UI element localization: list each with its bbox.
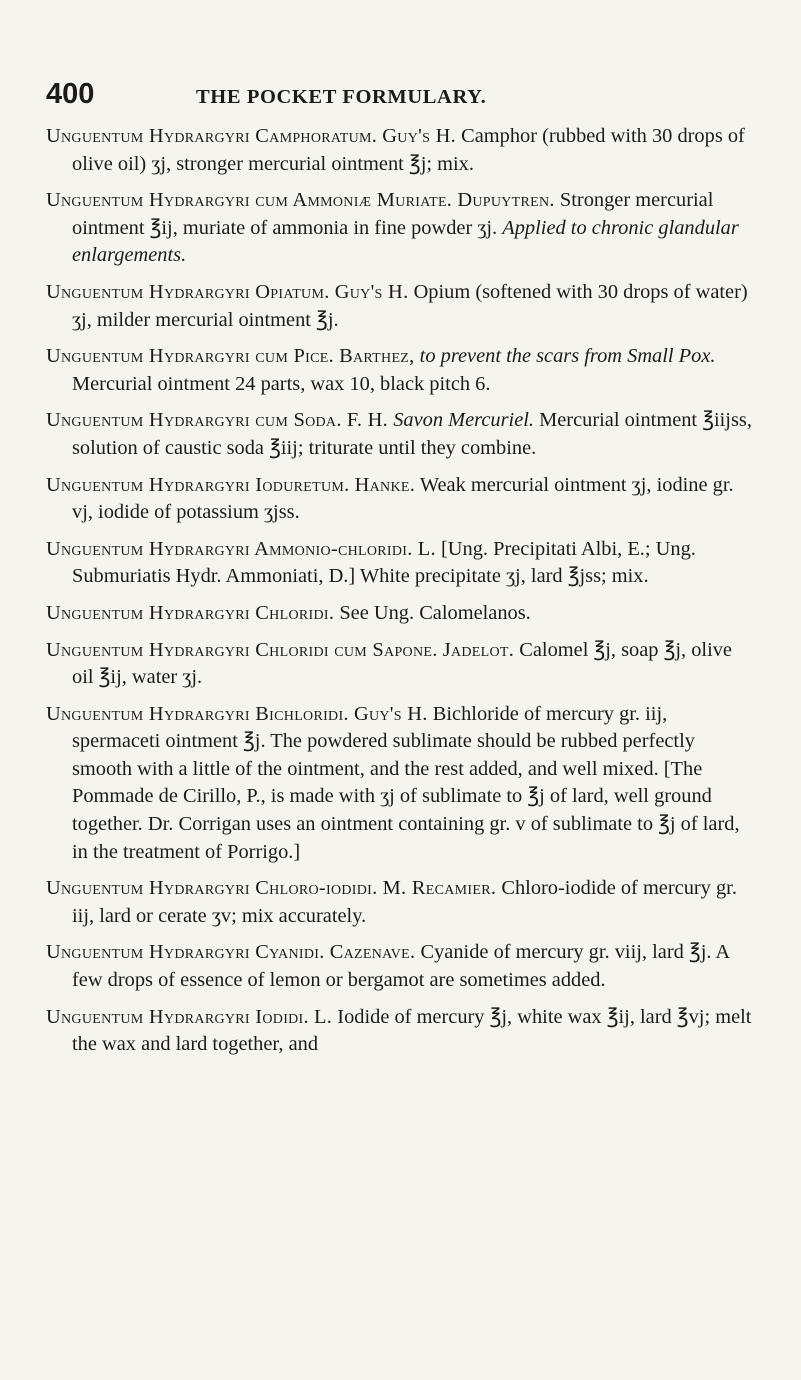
entry-authority: Cazenave. [329,941,416,964]
entry-text: Mercurial ointment ℥iijss, solution of caustic soda ℥iij; triturate until they combine. [72,409,752,459]
entry-heading: Unguentum Hydrargyri cum Pice. [46,345,334,368]
entry-authority: Hanke. [354,473,416,496]
formulary-entry [46,939,757,994]
entry-heading: Unguentum Hydrargyri Opiatum. [46,280,330,303]
entry-authority: Guy's H. [334,280,409,303]
entry-authority: Jadelot. [442,638,515,661]
entry-text: Mercurial ointment 24 parts, wax 10, black pitch 6. [72,372,491,395]
entry-text: Stronger mercurial ointment ℥ij, muriate of ammonia in fine powder ʒj. [72,189,714,239]
entry-heading: Unguentum Hydrargyri Iodidi. [46,1005,309,1028]
running-head: THE POCKET FORMULARY. [196,86,487,108]
formulary-entry [46,187,757,270]
entry-heading: Unguentum Hydrargyri Cyanidi. [46,941,325,964]
entry-heading: Unguentum Hydrargyri Camphoratum. [46,125,378,147]
formulary-entry [46,637,757,692]
entry-list [46,123,757,1059]
formulary-entry [46,1004,757,1059]
page-number: 400 [46,78,95,110]
formulary-entry [46,536,757,591]
entry-text: Iodide of mercury ℥j, white wax ℥ij, lard ℥vj; melt the wax and lard together, and [72,1005,752,1056]
entry-text: Calomel ℥j, soap ℥j, olive oil ℥ij, water ʒj. [72,638,732,689]
entry-authority: L. [314,1005,333,1028]
entry-heading: Unguentum Hydrargyri Chloro-iodidi. [46,877,378,900]
formulary-entry [46,123,757,178]
entry-authority: Guy's H. [353,702,428,725]
entry-text: Opium (softened with 30 drops of water) ʒj, milder mercurial ointment ℥j. [72,280,748,331]
entry-authority: Guy's H. [382,125,456,147]
entry-authority: M. Recamier. [382,877,497,900]
formulary-entry [46,472,757,527]
formulary-entry [46,279,757,334]
entry-authority: Barthez, [339,345,415,368]
entry-italic: to prevent the scars from Small Pox. [419,345,716,368]
entry-heading: Unguentum Hydrargyri Chloridi cum Sapone. [46,638,438,661]
entry-text: Camphor (rubbed with 30 drops of olive oil) ʒj, stronger mercurial ointment ℥j; mix. [72,125,745,175]
entry-heading: Unguentum Hydrargyri Bichloridi. [46,702,349,725]
entry-heading: Unguentum Hydrargyri cum Soda. [46,409,342,432]
formulary-entry [46,407,757,462]
entry-heading: Unguentum Hydrargyri Ioduretum. [46,473,350,496]
entry-heading: Unguentum Hydrargyri Chloridi. [46,601,335,624]
entry-text: Cyanide of mercury gr. viij, lard ℥j. A few drops of essence of lemon or bergamot are sometimes added. [72,941,730,992]
entry-authority: L. [417,537,436,560]
entry-italic: Savon Mercuriel. [393,409,535,432]
entry-text: Chloro-iodide of mercury gr. iij, lard or cerate ʒv; mix accurately. [72,877,737,927]
formulary-entry [46,343,757,398]
formulary-entry [46,600,757,628]
formulary-entry [46,875,757,930]
entry-text: [Ung. Precipitati Albi, E.; Ung. Submuriatis Hydr. Ammoniati, D.] White precipitate ʒj, lard ℥jss; mix. [72,537,696,588]
entry-authority: Dupuytren. [457,189,555,212]
entry-heading: Unguentum Hydrargyri Ammonio-chloridi. [46,537,413,560]
entry-text: Bichloride of mercury gr. iij, spermaceti ointment ℥j. The powdered sublimate should be rubbed perfectly smooth with a little of the ointment, and the rest added, and well mixed. [The Pommade de Cirillo, P., is made with ʒj of sublimate to ℥j of lard, well ground together. Dr. Corrigan uses an ointment containing gr. v of sublimate to ℥j of lard, in the treatment of Porrigo.] [72,702,740,863]
entry-heading: Unguentum Hydrargyri cum Ammoniæ Muriate. [46,189,453,212]
entry-authority: F. H. [346,409,389,432]
entry-text: See Ung. Calomelanos. [339,601,531,624]
formulary-entry [46,701,757,867]
entry-text: Weak mercurial ointment ʒj, iodine gr. vj, iodide of potassium ʒjss. [72,473,734,524]
entry-italic: Applied to chronic glandular enlargements. [72,216,739,267]
page-header [46,78,757,111]
